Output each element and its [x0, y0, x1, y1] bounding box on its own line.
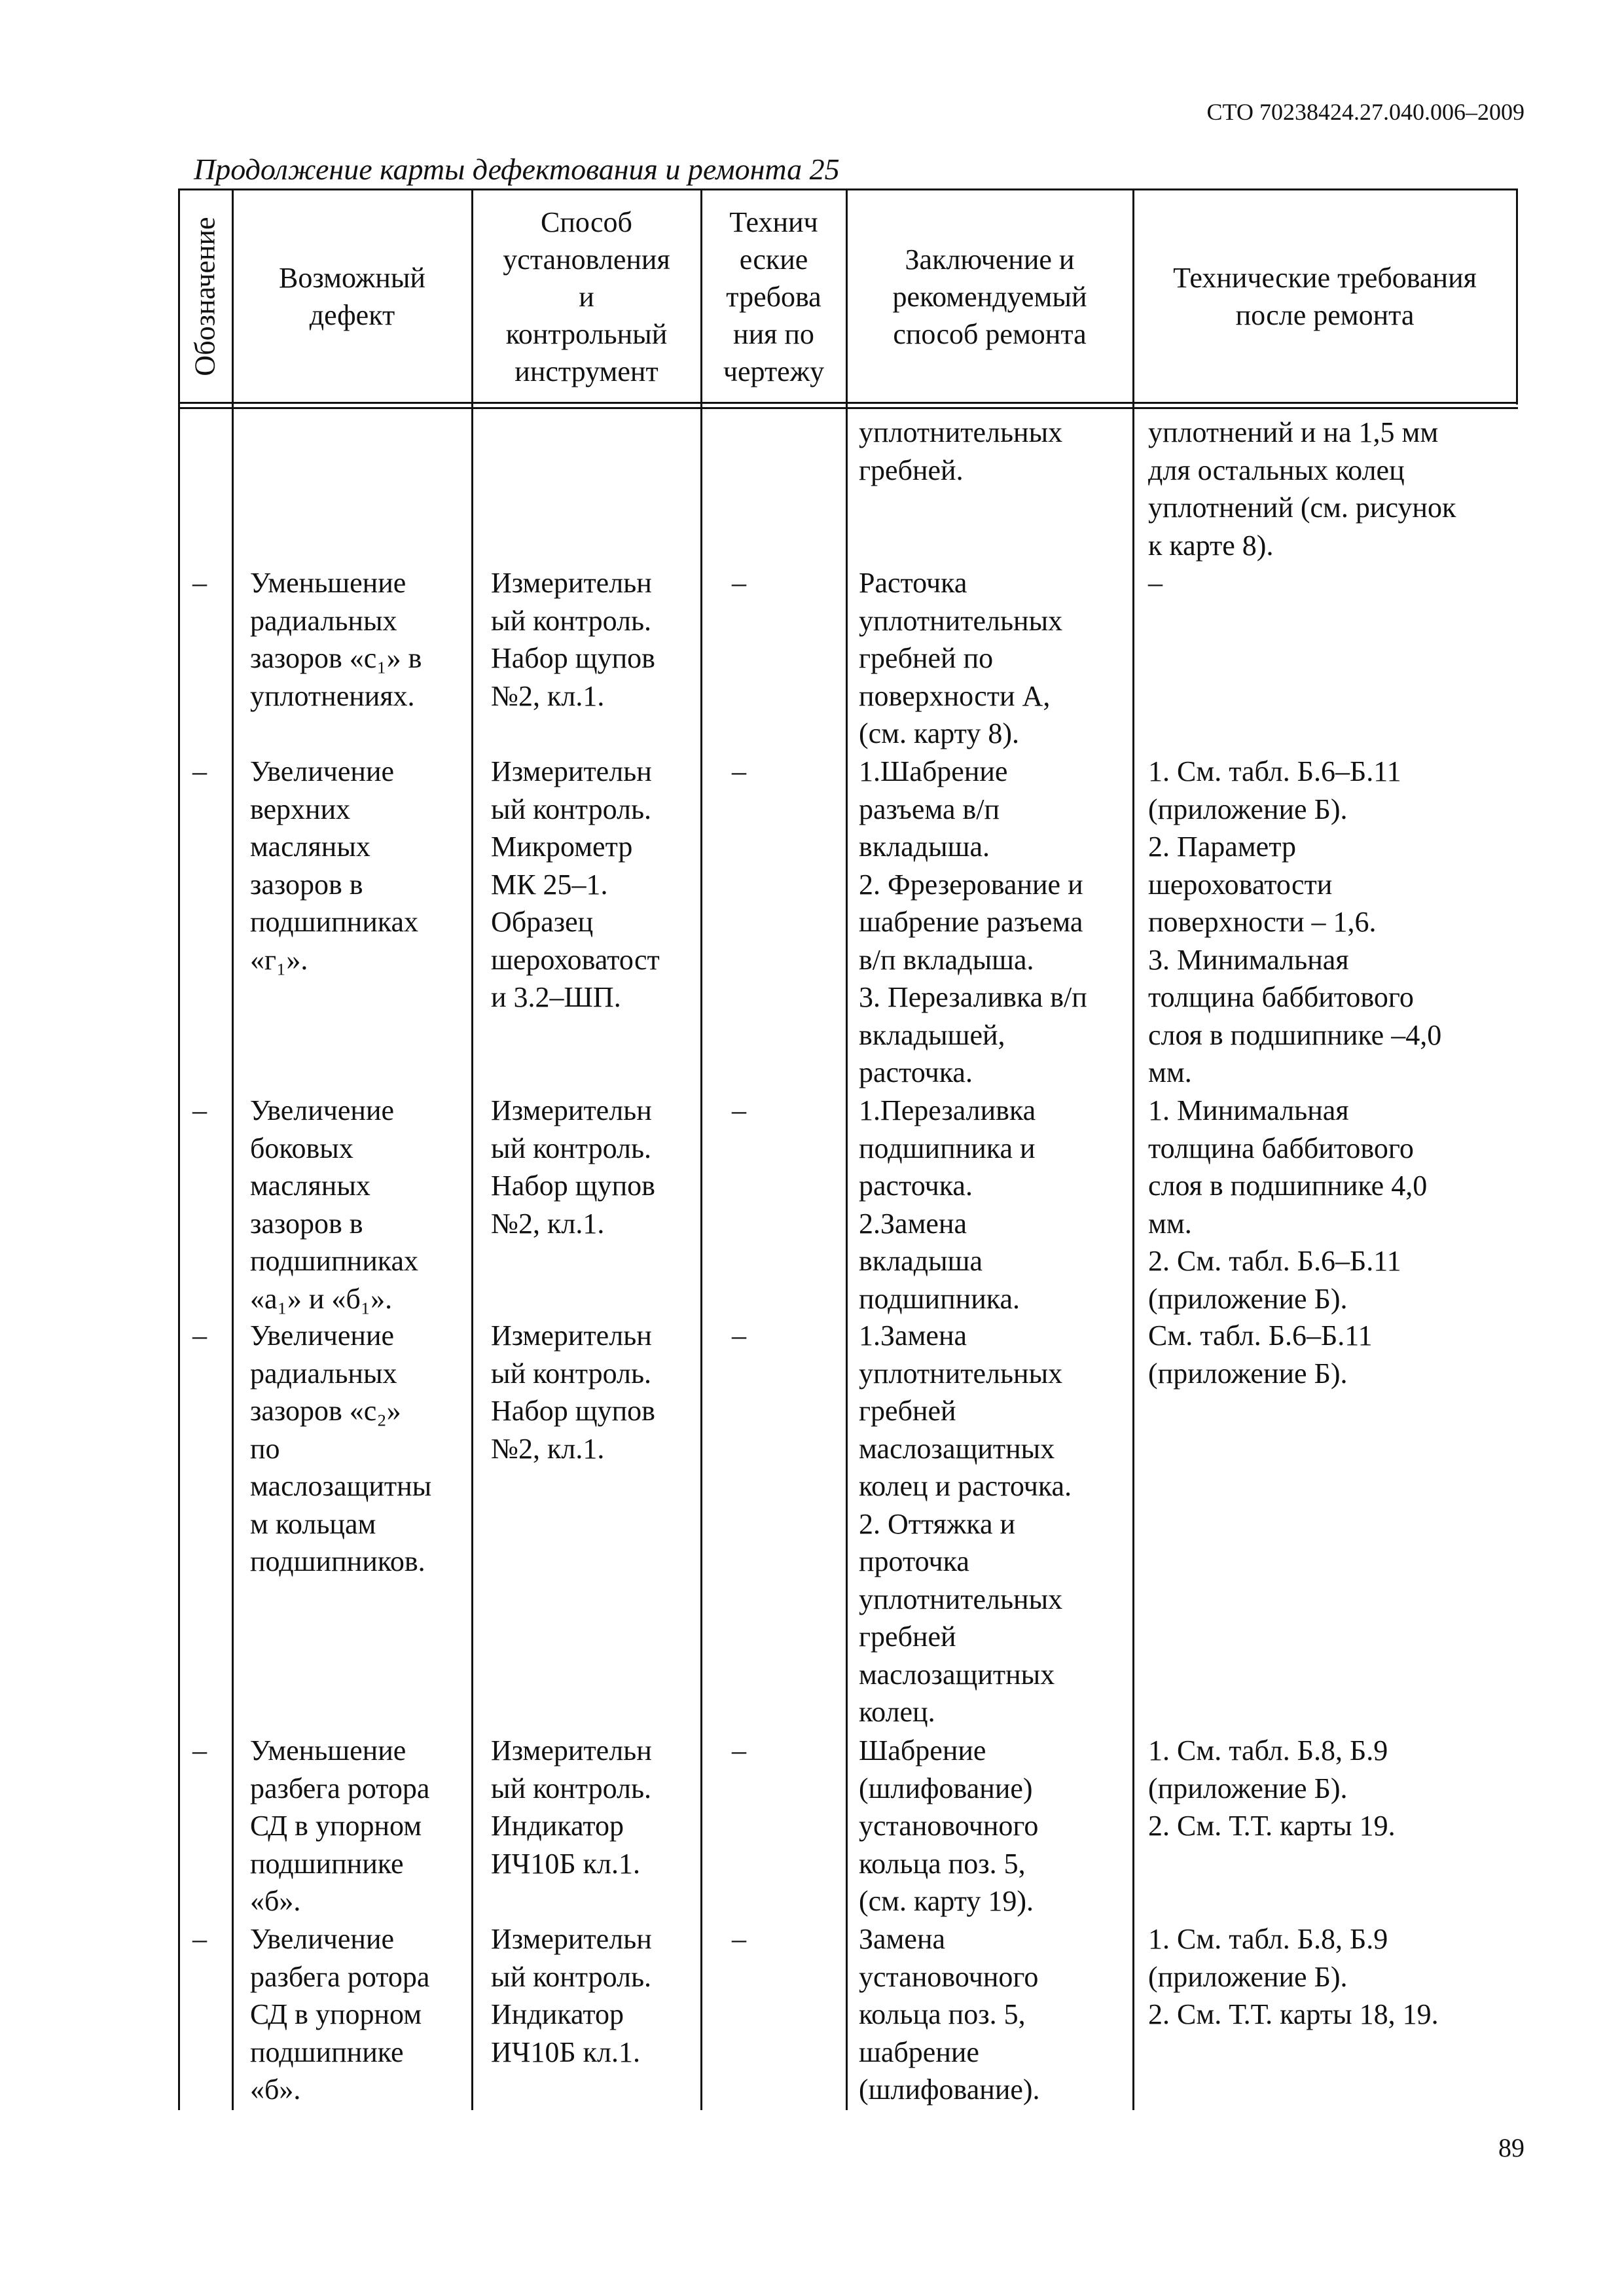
row-2-tech: –	[732, 755, 746, 787]
row-2-method: Измерительн ый контроль. Микрометр МК 25–1. Образец шероховатост и 3.2–ШП.	[491, 755, 660, 1013]
row-2-mark: –	[192, 755, 207, 787]
row-3-requirements: 1. Минимальная толщина баббитового слоя в подшипнике 4,0 мм. 2. См. табл. Б.6–Б.11 (приложение Б).	[1148, 1094, 1428, 1315]
row-3-defect: Увеличение боковых масляных зазоров в подшипниках «а₁» и «б₁».	[250, 1094, 418, 1315]
row-1-tech: –	[732, 567, 746, 599]
row-2-requirements: 1. См. табл. Б.6–Б.11 (приложение Б). 2. Параметр шероховатости поверхности – 1,6. 3. Минимальная толщина баббитового слоя в подшипнике –4,0 мм.	[1148, 755, 1442, 1088]
row-1-method: Измерительн ый контроль. Набор щупов №2, кл.1.	[491, 567, 655, 712]
row-5-mark: –	[192, 1734, 207, 1767]
row-5-conclusion: Шабрение (шлифование) установочного кольца поз. 5, (см. карту 19).	[859, 1734, 1039, 1917]
row-4-conclusion: 1.Замена уплотнительных гребней маслозащитных колец и расточка. 2. Оттяжка и проточка уплотнительных гребней маслозащитных колец.	[859, 1319, 1072, 1728]
header-defect: Возможный дефект	[279, 262, 425, 331]
continuation-title: Продолжение карты дефектования и ремонта 25	[194, 152, 840, 186]
page-number: 89	[1498, 2133, 1525, 2162]
row-5-defect: Уменьшение разбега ротора СД в упорном подшипнике «б».	[250, 1734, 430, 1917]
row-2-conclusion: 1.Шабрение разъема в/п вкладыша. 2. Фрезерование и шабрение разъема в/п вкладыша. 3. Перезаливка в/п вкладышей, расточка.	[859, 755, 1087, 1088]
header-post-repair-requirements: Технические требования после ремонта	[1173, 262, 1477, 331]
header-method: Способ установления и контрольный инструмент	[503, 206, 670, 387]
row-5-tech: –	[732, 1734, 746, 1767]
row-2-defect: Увеличение верхних масляных зазоров в подшипниках «г₁».	[250, 755, 418, 976]
header-designation: Обозначение	[189, 217, 221, 376]
row-1-mark: –	[192, 567, 207, 599]
row-6-defect: Увеличение разбега ротора СД в упорном подшипнике «б».	[250, 1923, 430, 2106]
row-3-tech: –	[732, 1094, 746, 1126]
row-1-defect: Уменьшение радиальных зазоров «с₁» в уплотнениях.	[250, 567, 422, 712]
row-6-conclusion: Замена установочного кольца поз. 5, шабрение (шлифование).	[859, 1923, 1040, 2106]
row-0-requirements: уплотнений и на 1,5 мм для остальных колец уплотнений (см. рисунок к карте 8).	[1148, 416, 1456, 562]
row-4-method: Измерительн ый контроль. Набор щупов №2, кл.1.	[491, 1319, 655, 1465]
row-6-requirements: 1. См. табл. Б.8, Б.9 (приложение Б). 2. См. Т.Т. карты 18, 19.	[1148, 1923, 1439, 2030]
row-5-method: Измерительн ый контроль. Индикатор ИЧ10Б кл.1.	[491, 1734, 652, 1880]
defect-table	[178, 188, 1519, 2110]
row-4-defect: Увеличение радиальных зазоров «с₂» по маслозащитны м кольцам подшипников.	[250, 1319, 432, 1577]
row-4-requirements: См. табл. Б.6–Б.11 (приложение Б).	[1148, 1319, 1373, 1390]
row-5-requirements: 1. См. табл. Б.8, Б.9 (приложение Б). 2. См. Т.Т. карты 19.	[1148, 1734, 1396, 1842]
document-code: СТО 70238424.27.040.006–2009	[1206, 99, 1525, 125]
row-3-method: Измерительн ый контроль. Набор щупов №2, кл.1.	[491, 1094, 655, 1240]
row-1-requirements: –	[1148, 567, 1163, 599]
row-4-tech: –	[732, 1319, 746, 1352]
row-1-conclusion: Расточка уплотнительных гребней по поверхности А, (см. карту 8).	[859, 567, 1063, 749]
header-tech-requirements: Технич еские требова ния по чертежу	[723, 206, 825, 387]
row-0-conclusion: уплотнительных гребней.	[859, 416, 1063, 486]
row-6-tech: –	[732, 1923, 746, 1955]
row-6-method: Измерительн ый контроль. Индикатор ИЧ10Б кл.1.	[491, 1923, 652, 2068]
row-4-mark: –	[192, 1319, 207, 1352]
row-3-mark: –	[192, 1094, 207, 1126]
header-conclusion: Заключение и рекомендуемый способ ремонта	[892, 243, 1087, 350]
row-6-mark: –	[192, 1923, 207, 1955]
row-3-conclusion: 1.Перезаливка подшипника и расточка. 2.Замена вкладыша подшипника.	[859, 1094, 1036, 1315]
